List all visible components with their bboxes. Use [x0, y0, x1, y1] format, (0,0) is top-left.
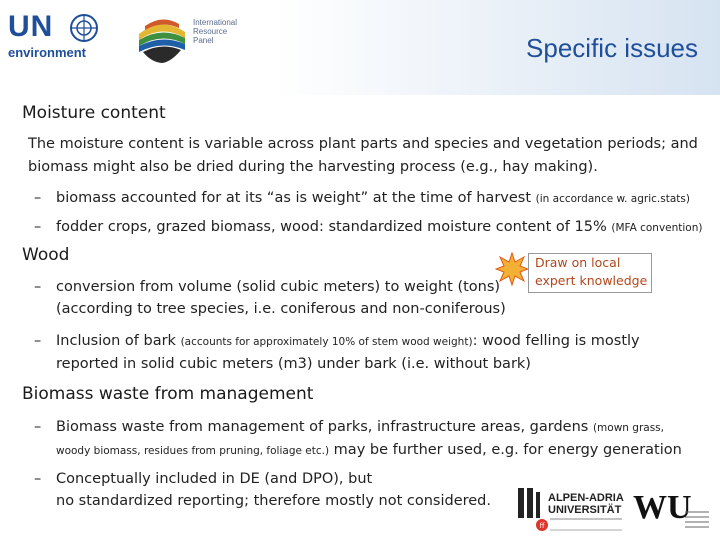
note-line: expert knowledge [535, 273, 648, 288]
bullet-note: woody biomass, residues from pruning, foliage etc.) [56, 445, 330, 457]
bullet-text: Biomass waste from management of parks, infrastructure areas, gardens [56, 419, 593, 435]
irp-line: Resource [193, 27, 228, 36]
bullet-text: reported in solid cubic meters (m3) under bark (i.e. without bark) [56, 356, 531, 372]
irp-text [193, 18, 253, 45]
irp-emblem-icon [135, 12, 189, 66]
bullet-note: (MFA convention) [611, 222, 703, 234]
bullet-text: Conceptually included in DE (and DPO), but [56, 471, 373, 487]
expert-knowledge-note [528, 253, 652, 293]
aau-line1: ALPEN-ADRIA [548, 492, 624, 504]
irp-line: Panel [193, 36, 214, 45]
paragraph-line: biomass might also be dried during the harvesting process (e.g., hay making). [28, 159, 598, 175]
bullet-text: may be further used, e.g. for energy generation [329, 442, 682, 458]
bullet-text: biomass accounted for at its “as is weight” at the time of harvest [56, 190, 536, 206]
environment-label: environment [8, 45, 87, 60]
wu-label: WU [633, 489, 692, 526]
un-globe-icon [68, 12, 100, 44]
aau-line2: UNIVERSITÄT [548, 504, 622, 516]
bullet-text: : wood felling is mostly [472, 333, 640, 349]
aau-logo [518, 488, 626, 536]
bullet-text: Inclusion of bark [56, 333, 181, 349]
bullet-text: conversion from volume (solid cubic meters) to weight (tons) [56, 279, 501, 295]
wu-logo [633, 488, 713, 534]
bullet-note: (in accordance w. agric.stats) [535, 193, 690, 205]
moisture-paragraph [28, 133, 708, 179]
header-band [0, 0, 720, 95]
slide-title: Specific issues [526, 33, 698, 63]
moisture-heading: Moisture content [22, 103, 166, 123]
wood-heading: Wood [22, 245, 70, 265]
waste-heading: Biomass waste from management [22, 384, 314, 404]
bullet-note: (accounts for approximately 10% of stem wood weight) [180, 336, 473, 348]
svg-text:ff: ff [539, 522, 545, 530]
bullet-text: no standardized reporting; therefore mostly not considered. [56, 493, 491, 509]
bullet-text: fodder crops, grazed biomass, wood: standardized moisture content of 15% [56, 219, 612, 235]
paragraph-line: The moisture content is variable across plant parts and species and vegetation periods; and [28, 136, 698, 152]
bullet-note: (mown grass, [592, 422, 664, 434]
irp-line: International [193, 18, 238, 27]
note-line: Draw on local [535, 255, 621, 270]
un-label: UN [8, 10, 54, 43]
bullet-text: (according to tree species, i.e. coniferous and non-coniferous) [56, 301, 506, 317]
